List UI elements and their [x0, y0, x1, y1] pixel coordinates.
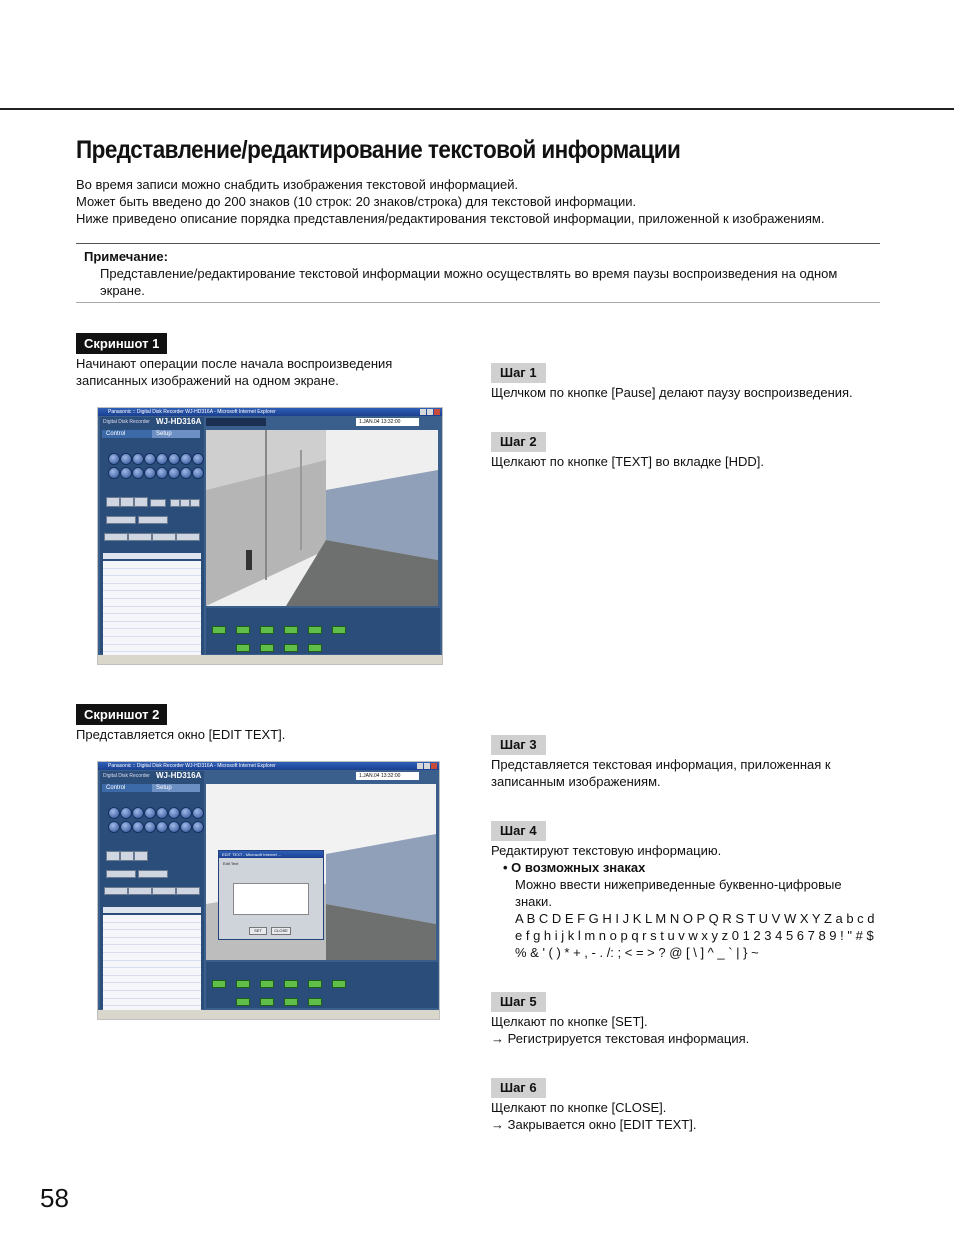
panel-tabs	[102, 784, 202, 792]
search-button	[106, 870, 136, 878]
camera-button-icon	[120, 821, 132, 833]
rewind-icon	[212, 980, 226, 988]
tab-setup: Setup	[152, 430, 200, 438]
step-4-bullet-title: • О возможных знаках	[503, 860, 646, 875]
window-buttons	[417, 763, 437, 769]
step-line: Щелкают по кнопке [CLOSE].	[491, 1100, 667, 1115]
step-line: → Регистрируется текстовая информация.	[491, 1031, 750, 1046]
next-image-icon	[308, 998, 322, 1006]
table-row	[103, 923, 201, 931]
table-row	[103, 953, 201, 961]
multiscreen-button	[106, 851, 120, 861]
step-line: записанным изображениям.	[491, 774, 661, 789]
table-row	[103, 576, 201, 584]
table-row	[103, 983, 201, 991]
event-log-button	[152, 533, 176, 541]
table-row	[103, 915, 201, 923]
zoom-button	[180, 499, 190, 507]
note-body: Представление/редактирование текстовой информации можно осуществлять во время паузы воспроизведения на одном экране.	[100, 266, 838, 298]
table-row	[103, 561, 201, 569]
step-line: Представляется текстовая информация, приложенная к	[491, 757, 831, 772]
step-2-text	[491, 453, 764, 470]
access-log-button	[128, 887, 152, 895]
prev-record-icon	[236, 626, 250, 634]
bullet-line: знаки.	[515, 894, 552, 909]
station-platform-image	[206, 430, 438, 606]
step-5-label: Шаг 5	[491, 992, 546, 1012]
edit-text-textarea[interactable]	[233, 883, 309, 915]
dialog-titlebar: EDIT TEXT - Microsoft Internet ...	[219, 851, 323, 858]
screenshot1-image	[97, 407, 443, 665]
intro-line: Ниже приведено описание порядка представления/редактирования текстовой информации, приложенной к изображениям.	[76, 211, 825, 226]
screenshot2-tag: Скриншот 2	[76, 704, 167, 725]
zoom-button	[170, 499, 180, 507]
step-line: → Закрывается окно [EDIT TEXT].	[491, 1117, 697, 1132]
step-line: Редактируют текстовую информацию.	[491, 843, 722, 858]
minimize-icon	[417, 763, 423, 769]
camera-button-icon	[192, 821, 204, 833]
search-button	[106, 516, 136, 524]
camera-button-icon	[192, 807, 204, 819]
page-title: Представление/редактирование текстовой информации	[76, 136, 681, 164]
tab-control: Control	[102, 784, 154, 792]
camera-button-icon	[192, 453, 204, 465]
window-buttons	[420, 409, 440, 415]
fast-forward-icon	[332, 626, 346, 634]
stop-icon	[284, 998, 298, 1006]
table-row	[103, 945, 201, 953]
bullet-line: A B C D E F G H I J K L M N O P Q R S T U V W X Y Z a b c d	[515, 911, 875, 926]
screenshot2-image	[97, 761, 440, 1020]
alert-log-button	[176, 887, 200, 895]
zoom-button	[190, 499, 200, 507]
alert-log-button	[176, 533, 200, 541]
top-rule	[0, 108, 954, 110]
access-log-button	[128, 533, 152, 541]
next-record-icon	[308, 980, 322, 988]
set-button[interactable]: SET	[249, 927, 267, 935]
intro-line: Во время записи можно снабдить изображения текстовой информацией.	[76, 177, 519, 192]
step-6-text	[491, 1099, 696, 1133]
camera-select-grid	[106, 451, 200, 481]
screenshot2-caption: Представляется окно [EDIT TEXT].	[76, 727, 286, 742]
bullet-line: Можно ввести нижеприведенные буквенно-цифровые	[515, 877, 842, 892]
timestamp-display: 1.JAN.04 13:32:00	[356, 772, 419, 780]
step-5-text	[491, 1013, 749, 1047]
browser-statusbar	[98, 1010, 439, 1019]
play-icon	[284, 980, 298, 988]
camera-button-icon	[156, 807, 168, 819]
step-3-text	[491, 756, 831, 790]
camera-button-icon	[144, 453, 156, 465]
caption-line: Начинают операции после начала воспроизведения	[76, 356, 393, 371]
camera-button-icon	[120, 807, 132, 819]
bullet-line: % & ' ( ) * + , - . /: ; < = > ? @ [ \ ] ^ _ ` | } ~	[515, 945, 759, 960]
caption-line: записанных изображений на одном экране.	[76, 373, 339, 388]
playback-controls	[206, 608, 440, 654]
window-titlebar: Panasonic :: Digital Disk Recorder WJ-HD316A - Microsoft Internet Explorer	[98, 762, 439, 770]
table-row	[103, 976, 201, 984]
step-4-label: Шаг 4	[491, 821, 546, 841]
stop-icon	[284, 644, 298, 652]
camera-button-icon	[168, 467, 180, 479]
close-icon	[431, 763, 437, 769]
rewind-icon	[212, 626, 226, 634]
status-strip	[206, 418, 266, 426]
model-label: WJ-HD316A	[156, 417, 202, 426]
sequence-button	[150, 499, 166, 507]
camera-button-icon	[168, 453, 180, 465]
next-record-icon	[308, 626, 322, 634]
timestamp-display: 1.JAN.04 13:32:00	[356, 418, 419, 426]
note-title: Примечание:	[84, 249, 168, 264]
control-panel	[100, 771, 204, 1009]
error-log-button	[104, 533, 128, 541]
table-row	[103, 637, 201, 645]
note-box	[76, 243, 880, 303]
step-line: Щелчком по кнопке [Pause] делают паузу воспроизведения.	[491, 385, 853, 400]
table-row	[103, 991, 201, 999]
table-row	[103, 629, 201, 637]
close-button[interactable]: CLOSE	[271, 927, 291, 935]
camera-button-icon	[144, 821, 156, 833]
camera-button-icon	[144, 807, 156, 819]
table-row	[103, 968, 201, 976]
prev-record-icon	[236, 980, 250, 988]
pause-icon	[260, 998, 274, 1006]
minimize-icon	[420, 409, 426, 415]
intro-line: Может быть введено до 200 знаков (10 строк: 20 знаков/строка) для текстовой информации.	[76, 194, 637, 209]
camera-button-icon	[108, 807, 120, 819]
multiscreen-button	[120, 851, 134, 861]
table-row	[103, 599, 201, 607]
disk-select-button	[138, 516, 168, 524]
camera-button-icon	[168, 821, 180, 833]
control-panel	[100, 417, 204, 654]
edit-text-dialog	[218, 850, 324, 940]
maximize-icon	[427, 409, 433, 415]
page-number: 58	[40, 1183, 69, 1213]
window-titlebar: Panasonic :: Digital Disk Recorder WJ-HD316A - Microsoft Internet Explorer	[98, 408, 442, 416]
event-list	[103, 561, 201, 663]
step-2-label: Шаг 2	[491, 432, 546, 452]
event-list-header	[103, 553, 201, 559]
multiscreen-button	[134, 497, 148, 507]
step-4-text	[491, 842, 875, 961]
camera-button-icon	[108, 453, 120, 465]
event-list	[103, 915, 201, 1017]
multiscreen-button	[106, 497, 120, 507]
error-log-button	[104, 887, 128, 895]
prev-image-icon	[236, 998, 250, 1006]
close-icon	[434, 409, 440, 415]
play-icon	[284, 626, 298, 634]
reverse-play-icon	[260, 980, 274, 988]
video-frame	[206, 430, 438, 606]
screenshot1-tag: Скриншот 1	[76, 333, 167, 354]
table-row	[103, 930, 201, 938]
camera-button-icon	[180, 807, 192, 819]
camera-button-icon	[132, 467, 144, 479]
table-row	[103, 607, 201, 615]
intro-text	[76, 176, 824, 227]
event-list-header	[103, 907, 201, 913]
screenshot1-caption	[76, 355, 392, 389]
playback-controls	[206, 962, 438, 1008]
step-1-text	[491, 384, 853, 401]
fast-forward-icon	[332, 980, 346, 988]
bullet-line: e f g h i j k l m n o p q r s t u v w x y z 0 1 2 3 4 5 6 7 8 9 ! " # $	[515, 928, 874, 943]
step-4-bullet-body	[491, 876, 875, 961]
camera-button-icon	[132, 807, 144, 819]
table-row	[103, 938, 201, 946]
camera-button-icon	[192, 467, 204, 479]
panel-tabs	[102, 430, 202, 438]
step-3-label: Шаг 3	[491, 735, 546, 755]
camera-button-icon	[144, 467, 156, 479]
camera-button-icon	[132, 821, 144, 833]
step-6-label: Шаг 6	[491, 1078, 546, 1098]
camera-button-icon	[180, 467, 192, 479]
camera-button-icon	[132, 453, 144, 465]
camera-button-icon	[108, 467, 120, 479]
camera-button-icon	[168, 807, 180, 819]
event-log-button	[152, 887, 176, 895]
dialog-label: Edit Text	[223, 861, 239, 866]
model-label: WJ-HD316A	[156, 771, 202, 780]
reverse-play-icon	[260, 626, 274, 634]
camera-button-icon	[180, 453, 192, 465]
table-row	[103, 645, 201, 653]
multiscreen-button	[120, 497, 134, 507]
table-row	[103, 622, 201, 630]
maximize-icon	[424, 763, 430, 769]
multiscreen-button	[134, 851, 148, 861]
step-line: Щелкают по кнопке [SET].	[491, 1014, 648, 1029]
table-row	[103, 614, 201, 622]
table-row	[103, 569, 201, 577]
brand-label: Digital Disk Recorder	[103, 419, 150, 425]
tab-setup: Setup	[152, 784, 200, 792]
next-image-icon	[308, 644, 322, 652]
camera-button-icon	[156, 821, 168, 833]
camera-button-icon	[120, 467, 132, 479]
table-row	[103, 591, 201, 599]
camera-button-icon	[180, 821, 192, 833]
camera-button-icon	[108, 821, 120, 833]
camera-button-icon	[120, 453, 132, 465]
prev-image-icon	[236, 644, 250, 652]
camera-button-icon	[156, 453, 168, 465]
table-row	[103, 961, 201, 969]
step-1-label: Шаг 1	[491, 363, 546, 383]
camera-select-grid	[106, 805, 200, 835]
table-row	[103, 999, 201, 1007]
browser-statusbar	[98, 655, 442, 664]
pause-icon	[260, 644, 274, 652]
tab-control: Control	[102, 430, 154, 438]
camera-button-icon	[156, 467, 168, 479]
step-line: Щелкают по кнопке [TEXT] во вкладке [HDD].	[491, 454, 764, 469]
brand-label: Digital Disk Recorder	[103, 773, 150, 779]
table-row	[103, 584, 201, 592]
disk-select-button	[138, 870, 168, 878]
